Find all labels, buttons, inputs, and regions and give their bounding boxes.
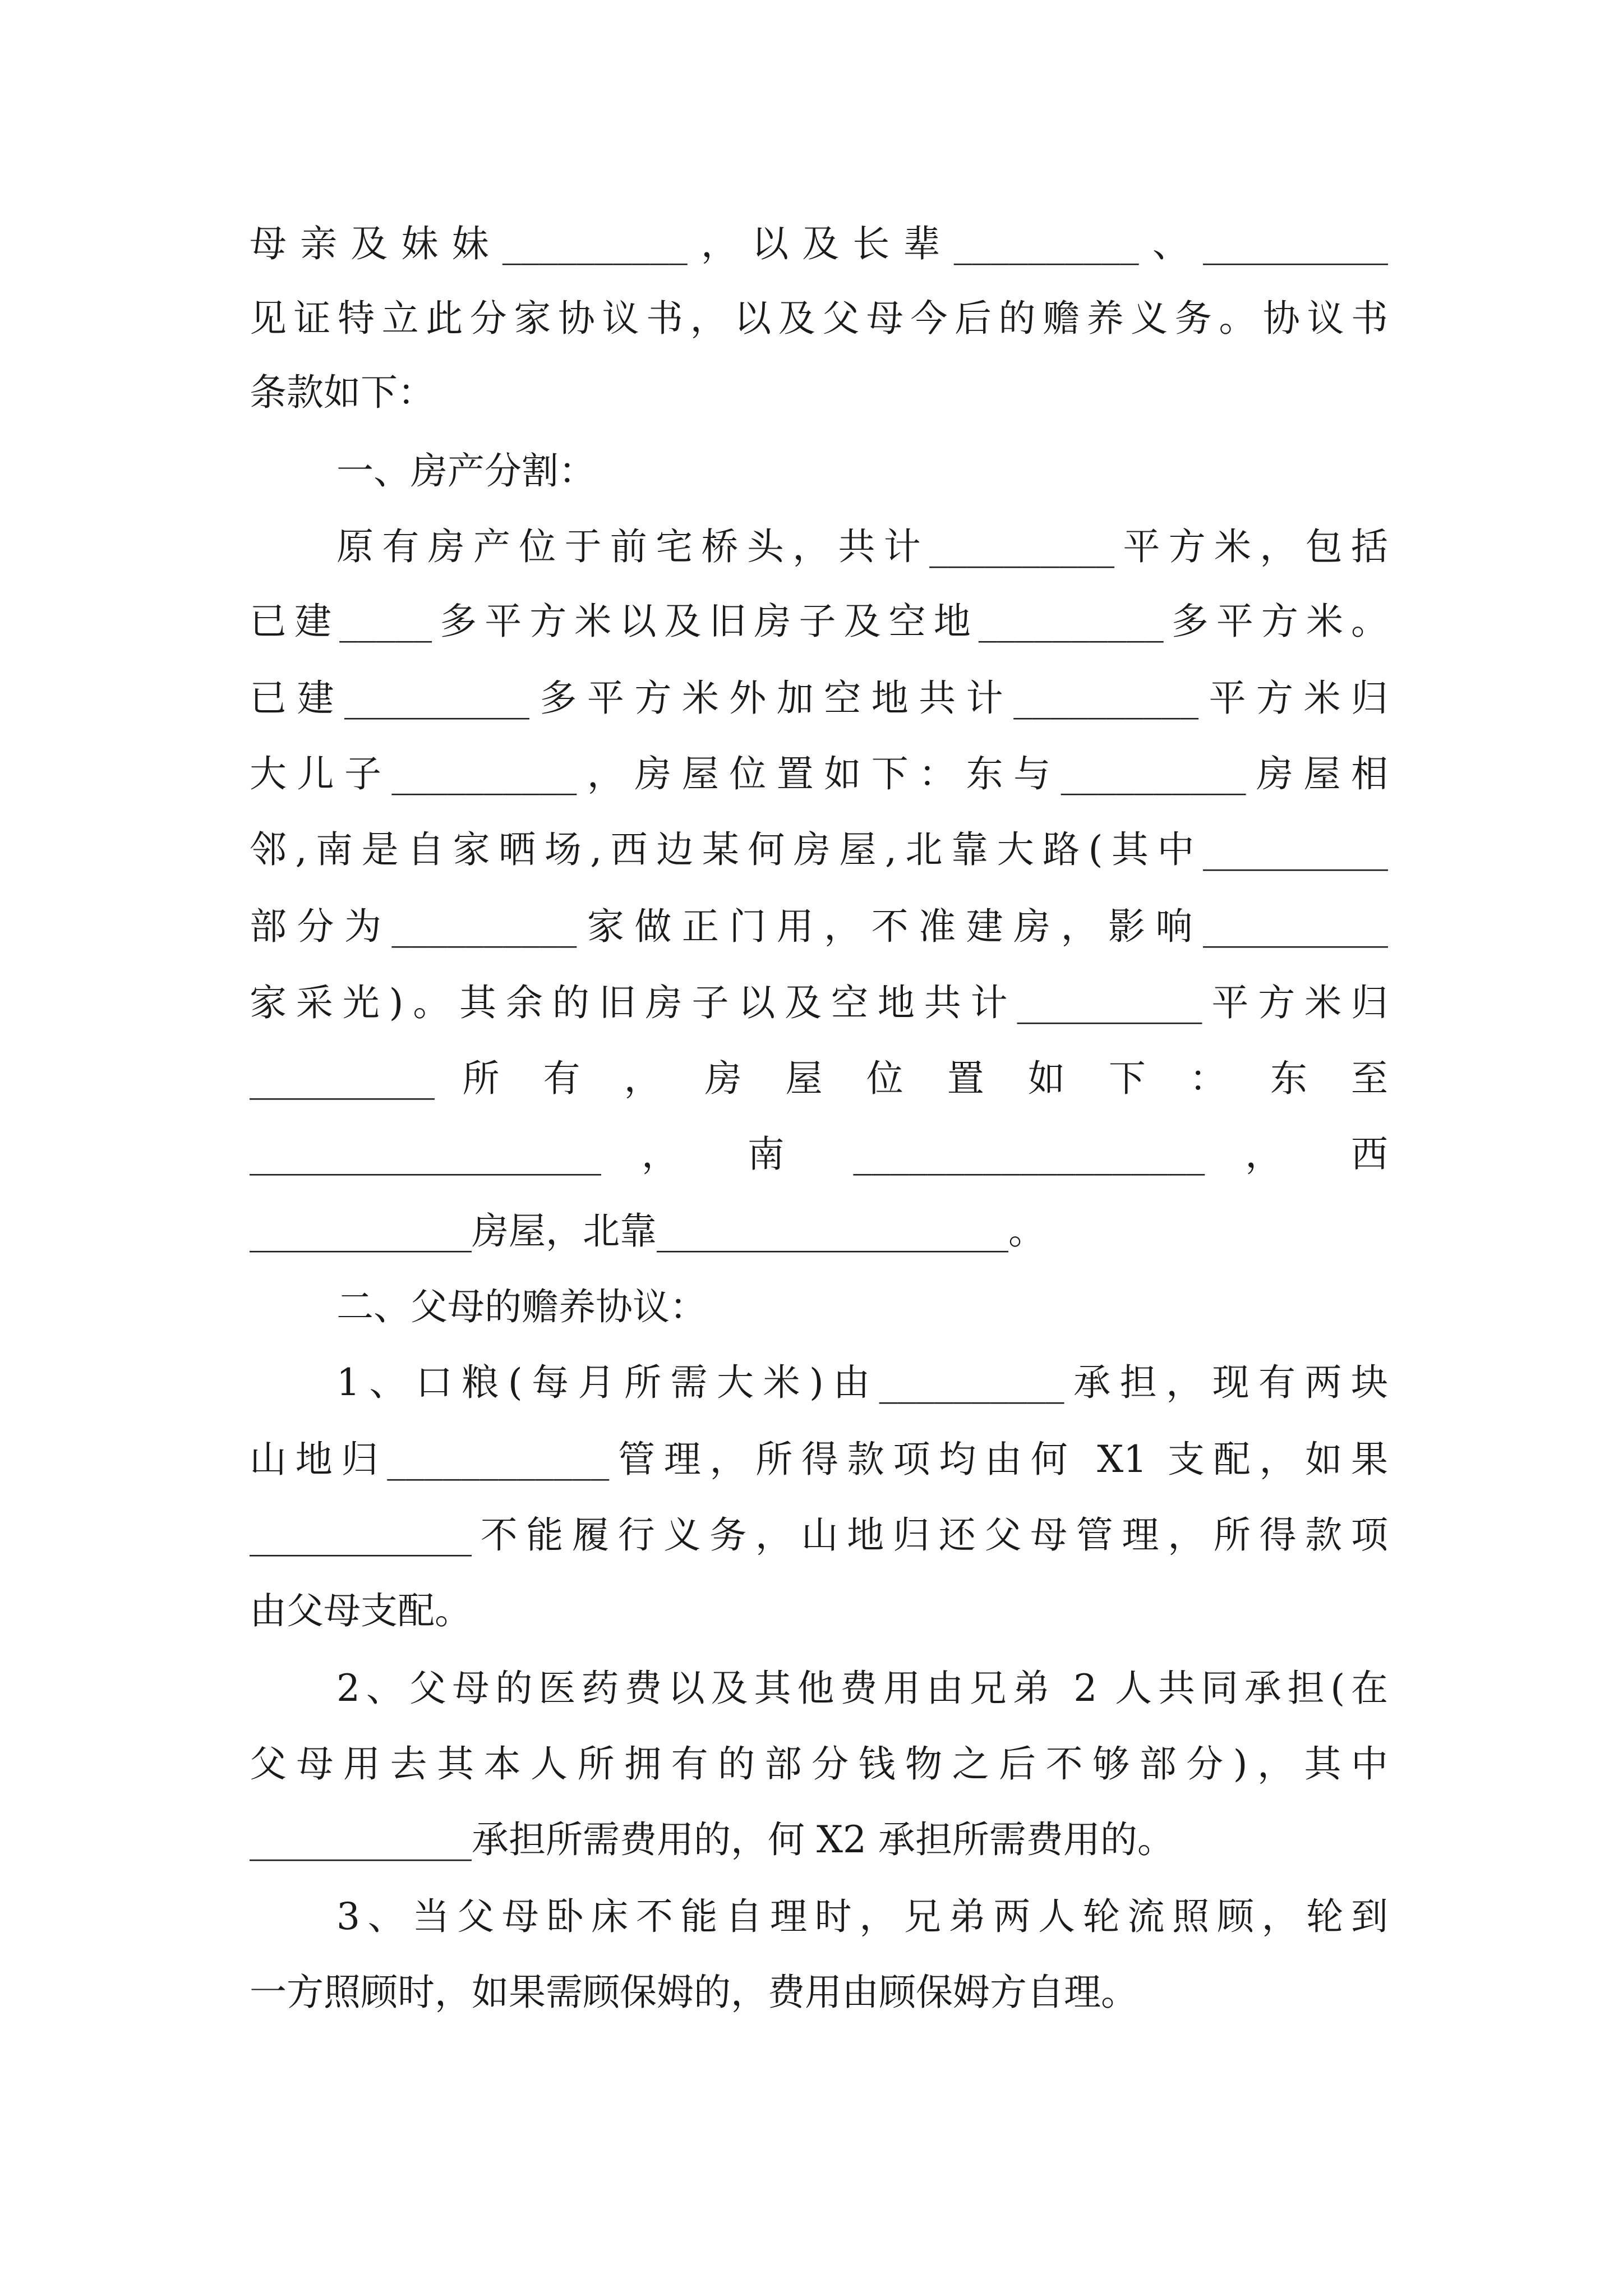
text-line-5: 原有房产位于前宅桥头，共计__________平方米，包括 [336, 525, 1388, 568]
text-line-11: 家采光)。其余的旧房子以及空地共计__________平方米归 [250, 981, 1388, 1024]
text-line-18: ____________不能履行义务，山地归还父母管理，所得款项 [250, 1513, 1388, 1557]
text-line-17: 山地归____________管理，所得款项均由何 X1 支配，如果 [250, 1438, 1388, 1481]
text-line-8: 大儿子__________，房屋位置如下：东与__________房屋相 [250, 752, 1388, 795]
text-line-2: 见证特立此分家协议书，以及父母今后的赡养义务。协议书 [250, 297, 1388, 340]
text-line-7: 已建__________多平方米外加空地共计__________平方米归 [250, 677, 1388, 720]
text-line-21: 父母用去其本人所拥有的部分钱物之后不够部分)，其中 [250, 1742, 1388, 1786]
text-line-23: 3、当父母卧床不能自理时，兄弟两人轮流照顾，轮到 [336, 1895, 1388, 1938]
text-line-12: __________ 所 有 ， 房 屋 位 置 如 下 ： 东 至 [250, 1057, 1388, 1100]
text-line-3: 条款如下： [250, 371, 435, 414]
text-line-19: 由父母支配。 [250, 1589, 472, 1632]
text-line-1: 母亲及妹妹__________，以及长辈__________、__________ [250, 222, 1388, 265]
text-line-20: 2、父母的医药费以及其他费用由兄弟 2 人共同承担(在 [336, 1667, 1388, 1710]
section-heading-property: 一、房产分割： [336, 449, 596, 493]
section-heading-support: 二、父母的赡养协议： [336, 1285, 707, 1328]
text-line-6: 已建_____多平方米以及旧房子及空地__________多平方米。 [250, 600, 1388, 643]
text-line-10: 部分为__________家做正门用，不准建房，影响__________ [250, 905, 1388, 948]
text-line-9: 邻,南是自家晒场,西边某何房屋,北靠大路(其中__________ [250, 828, 1388, 871]
text-line-24: 一方照顾时，如果需顾保姆的，费用由顾保姆方自理。 [250, 1971, 1138, 2014]
text-line-16: 1、口粮(每月所需大米)由__________承担，现有两块 [336, 1361, 1388, 1404]
text-line-13: ___________________ ， 南 ___________________ ， 西 [250, 1133, 1388, 1176]
text-line-22: ____________承担所需费用的，何 X2 承担所需费用的。 [250, 1818, 1174, 1861]
text-line-14: ____________房屋，北靠___________________。 [250, 1209, 1045, 1253]
